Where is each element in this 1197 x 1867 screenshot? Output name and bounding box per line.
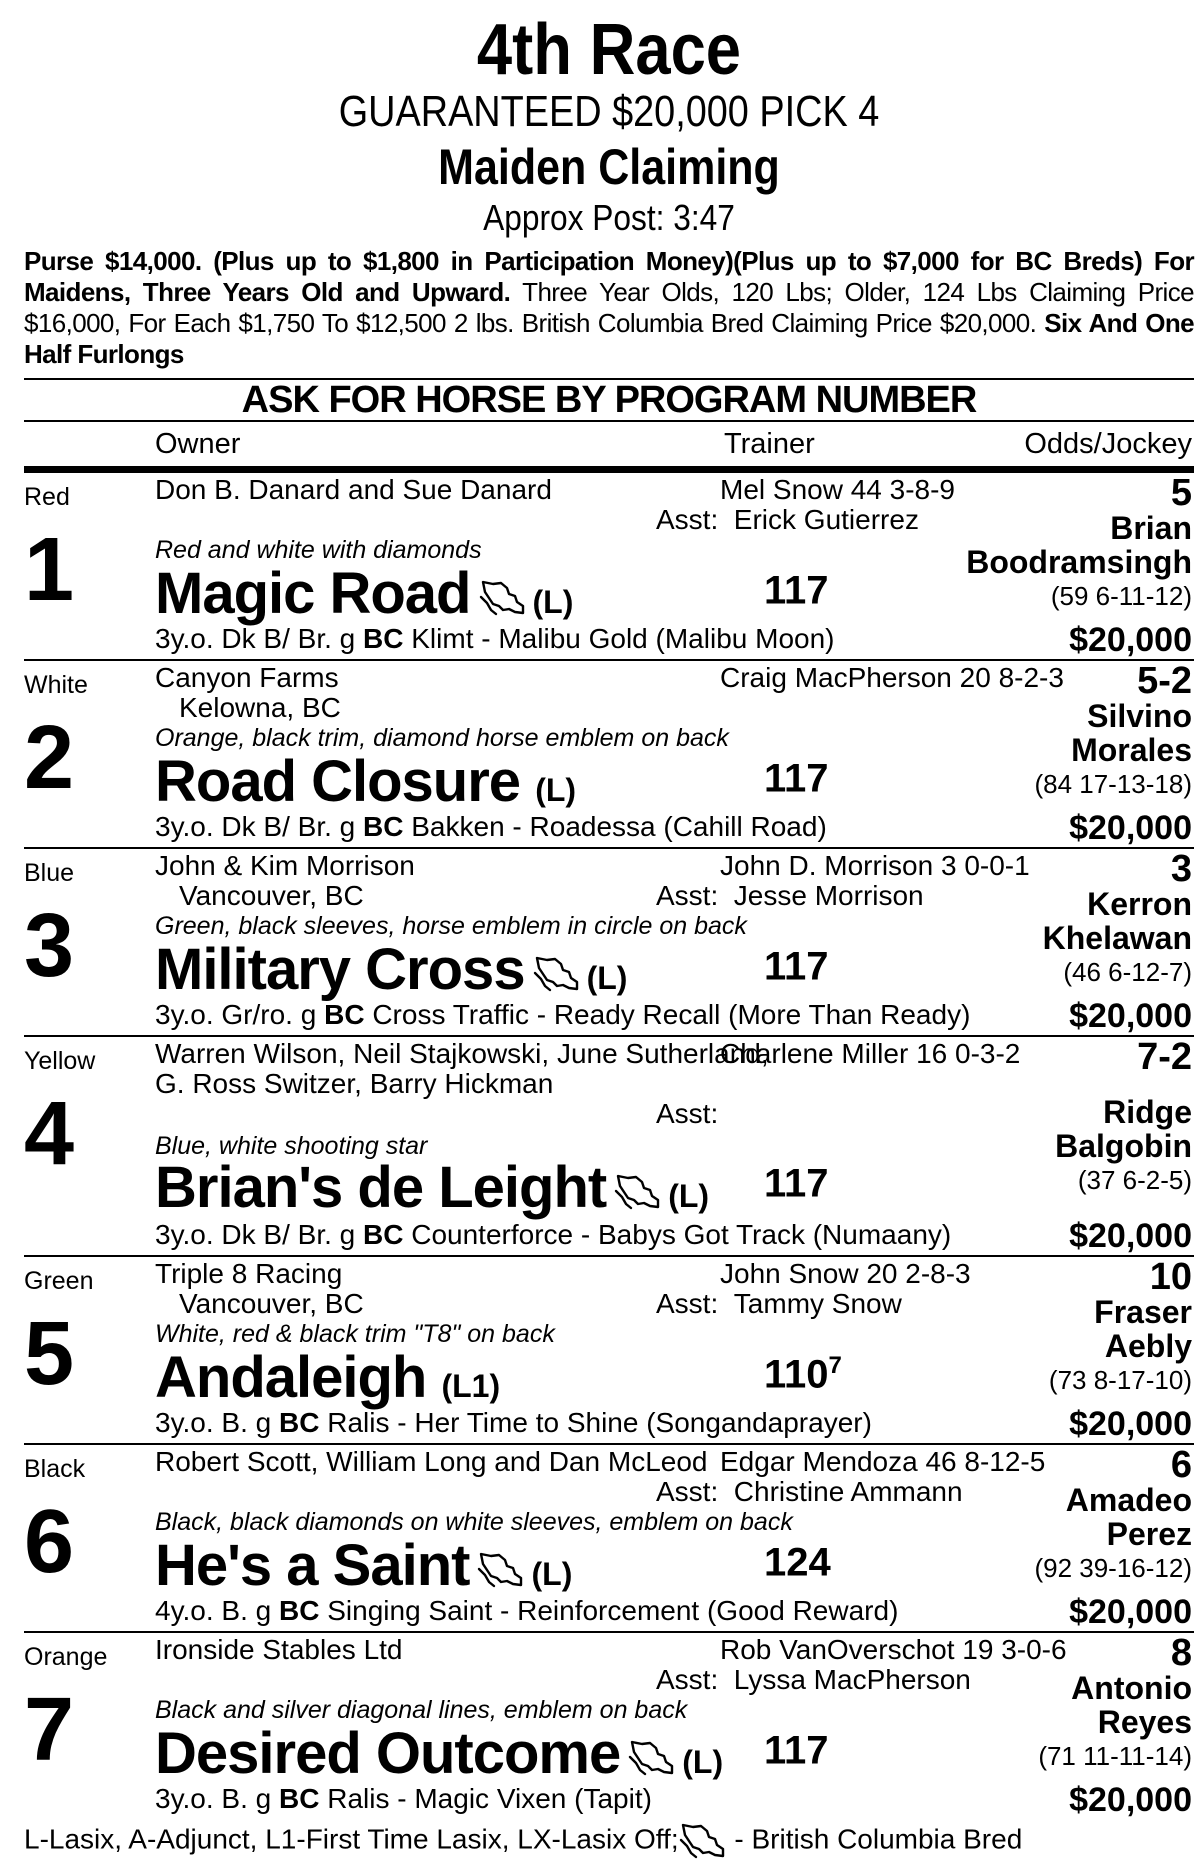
trainer-column-header: Trainer bbox=[724, 428, 815, 460]
claiming-price: $20,000 bbox=[1069, 1781, 1192, 1819]
bc-bred-icon bbox=[679, 1823, 727, 1854]
saddle-color: Orange bbox=[24, 1643, 108, 1671]
asst-label: Asst: bbox=[656, 504, 719, 535]
entry-4 bbox=[24, 1037, 1194, 1257]
bc-bred-icon bbox=[620, 1721, 682, 1786]
horse-name: Road Closure bbox=[155, 749, 521, 814]
asst-name: Christine Ammann bbox=[733, 1476, 963, 1507]
owner-name: Don B. Danard and Sue Danard bbox=[155, 474, 552, 505]
morning-line-odds: 8 bbox=[1170, 1632, 1192, 1674]
program-number: 7 bbox=[24, 1680, 75, 1780]
medication: (L) bbox=[668, 1178, 710, 1214]
medication: (L) bbox=[531, 1556, 573, 1592]
saddle-color: White bbox=[24, 671, 88, 699]
program-number: 3 bbox=[24, 896, 75, 996]
entry-7 bbox=[24, 1633, 1194, 1819]
age-sex: 4y.o. B. g bbox=[155, 1595, 279, 1626]
saddle-color: Yellow bbox=[24, 1047, 96, 1075]
saddle-color: Blue bbox=[24, 859, 75, 887]
trainer-info: John Snow 20 2-8-3 bbox=[720, 1258, 971, 1289]
program-number: 2 bbox=[24, 708, 75, 808]
silks-description: Blue, white shooting star bbox=[155, 1132, 428, 1160]
silks-description: Orange, black trim, diamond horse emblem on back bbox=[155, 724, 729, 752]
age-sex: 3y.o. B. g bbox=[155, 1407, 279, 1438]
medication-legend bbox=[24, 1822, 1022, 1860]
jockey-last: Morales bbox=[1071, 732, 1192, 768]
jockey-last: Reyes bbox=[1097, 1704, 1192, 1740]
assistant-trainer bbox=[656, 1665, 971, 1695]
claiming-price: $20,000 bbox=[1069, 1593, 1192, 1631]
jockey-name bbox=[1071, 1671, 1192, 1739]
bc-bred-icon bbox=[469, 1533, 531, 1598]
claiming-price: $20,000 bbox=[1069, 809, 1192, 847]
sire-dam: Singing Saint - Reinforcement (Good Reward) bbox=[319, 1595, 899, 1626]
owner-name-line2: G. Ross Switzer, Barry Hickman bbox=[155, 1068, 554, 1099]
trainer-info: Rob VanOverschot 19 3-0-6 bbox=[720, 1634, 1067, 1665]
jockey-record: (46 6-12-7) bbox=[1063, 957, 1192, 987]
morning-line-odds: 3 bbox=[1170, 848, 1192, 890]
jockey-first: Ridge bbox=[1103, 1094, 1192, 1130]
weight bbox=[764, 756, 829, 801]
medication: (L) bbox=[535, 772, 577, 808]
horse-name: Magic Road bbox=[155, 561, 471, 626]
sire-dam: Cross Traffic - Ready Recall (More Than Ready) bbox=[364, 999, 971, 1030]
jockey-last: Balgobin bbox=[1055, 1128, 1192, 1164]
jockey-name bbox=[1055, 1095, 1192, 1163]
jockey-name bbox=[1066, 1483, 1192, 1551]
silks-description: Black, black diamonds on white sleeves, emblem on back bbox=[155, 1508, 793, 1536]
medication: (L) bbox=[586, 960, 628, 996]
silks-description: White, red & black trim "T8" on back bbox=[155, 1320, 555, 1348]
odds-column-header: Odds/Jockey bbox=[1024, 428, 1192, 460]
pedigree bbox=[155, 1219, 951, 1251]
weight-value: 124 bbox=[764, 1540, 831, 1585]
pedigree bbox=[155, 1595, 898, 1627]
morning-line-odds: 5 bbox=[1170, 472, 1192, 514]
asst-name: Erick Gutierrez bbox=[733, 504, 919, 535]
jockey-first: Silvino bbox=[1087, 698, 1192, 734]
claiming-price: $20,000 bbox=[1069, 621, 1192, 659]
sire-dam: Bakken - Roadessa (Cahill Road) bbox=[403, 811, 827, 842]
saddle-color: Green bbox=[24, 1267, 94, 1295]
owner-location: Vancouver, BC bbox=[179, 1288, 364, 1319]
medication: (L) bbox=[532, 584, 574, 620]
jockey-name bbox=[1071, 699, 1192, 767]
race-title: 4th Race bbox=[476, 10, 742, 90]
claiming-price: $20,000 bbox=[1069, 1405, 1192, 1443]
age-sex: 3y.o. Dk B/ Br. g bbox=[155, 811, 364, 842]
asst-name: Jesse Morrison bbox=[733, 880, 924, 911]
weight bbox=[764, 1161, 829, 1206]
jockey-first: Brian bbox=[1110, 510, 1192, 546]
owner-name: Canyon Farms bbox=[155, 662, 339, 693]
silks-description: Green, black sleeves, horse emblem in circle on back bbox=[155, 912, 747, 940]
owner-name: Triple 8 Racing bbox=[155, 1258, 343, 1289]
silks-description: Black and silver diagonal lines, emblem on back bbox=[155, 1696, 688, 1724]
age-sex: 3y.o. Dk B/ Br. g bbox=[155, 1219, 364, 1250]
pedigree bbox=[155, 999, 970, 1031]
saddle-color: Red bbox=[24, 483, 70, 511]
entry-1 bbox=[24, 473, 1194, 661]
jockey-name bbox=[1094, 1295, 1192, 1363]
assistant-trainer bbox=[656, 1477, 963, 1507]
claiming-price: $20,000 bbox=[1069, 1217, 1192, 1255]
conditions-details: Three Year Olds, 120 Lbs; Older, 124 Lbs Claiming Price $16,000, For Each $1,750 To $12,500 2 lbs. British Columbia Bred Claiming Price $20,000. bbox=[24, 277, 1194, 338]
horse-name: Andaleigh bbox=[155, 1345, 427, 1410]
age-sex: 3y.o. Dk B/ Br. g bbox=[155, 623, 364, 654]
jockey-record: (92 39-16-12) bbox=[1034, 1553, 1192, 1583]
post-time: Approx Post: 3:47 bbox=[483, 197, 735, 238]
race-conditions bbox=[24, 246, 1194, 370]
bc-marker: BC bbox=[279, 1407, 320, 1438]
program-number: 5 bbox=[24, 1304, 75, 1404]
assistant-trainer bbox=[656, 1099, 734, 1129]
sire-dam: Klimt - Malibu Gold (Malibu Moon) bbox=[403, 623, 835, 654]
jockey-record: (71 11-11-14) bbox=[1038, 1741, 1192, 1771]
jockey-record: (73 8-17-10) bbox=[1048, 1365, 1192, 1395]
weight bbox=[764, 1540, 831, 1585]
jockey-last: Aebly bbox=[1104, 1328, 1192, 1364]
jockey-last: Boodramsingh bbox=[966, 544, 1192, 580]
weight-value: 117 bbox=[764, 568, 829, 613]
entry-6 bbox=[24, 1445, 1194, 1633]
asst-label: Asst: bbox=[656, 1664, 719, 1695]
asst-name: Tammy Snow bbox=[733, 1288, 902, 1319]
entry-2 bbox=[24, 661, 1194, 849]
program-number: 4 bbox=[24, 1084, 75, 1184]
weight bbox=[764, 1728, 829, 1773]
bc-bred-icon bbox=[471, 561, 533, 626]
race-subtitle: GUARANTEED $20,000 PICK 4 bbox=[338, 87, 880, 136]
weight-value: 117 bbox=[764, 756, 829, 801]
jockey-last: Khelawan bbox=[1042, 920, 1192, 956]
ask-banner: ASK FOR HORSE BY PROGRAM NUMBER bbox=[24, 378, 1194, 422]
morning-line-odds: 6 bbox=[1170, 1444, 1192, 1486]
owner-name: John & Kim Morrison bbox=[155, 850, 415, 881]
trainer-info: John D. Morrison 3 0-0-1 bbox=[720, 850, 1030, 881]
bc-marker: BC bbox=[363, 1219, 404, 1250]
medication: (L) bbox=[682, 1744, 724, 1780]
owner-location: Vancouver, BC bbox=[179, 880, 364, 911]
trainer-info: Edgar Mendoza 46 8-12-5 bbox=[720, 1446, 1046, 1477]
weight bbox=[764, 568, 829, 613]
entry-3 bbox=[24, 849, 1194, 1037]
horse-name: He's a Saint bbox=[155, 1533, 470, 1598]
morning-line-odds: 10 bbox=[1149, 1256, 1192, 1298]
jockey-first: Kerron bbox=[1087, 886, 1192, 922]
jockey-first: Antonio bbox=[1071, 1670, 1192, 1706]
horse-name: Desired Outcome bbox=[155, 1721, 621, 1786]
owner-column-header: Owner bbox=[155, 428, 241, 460]
race-program-page bbox=[24, 0, 1194, 1819]
assistant-trainer bbox=[656, 505, 919, 535]
bc-marker: BC bbox=[363, 623, 404, 654]
jockey-last: Perez bbox=[1106, 1516, 1192, 1552]
column-header bbox=[24, 422, 1194, 466]
asst-label: Asst: bbox=[656, 1098, 719, 1129]
pedigree bbox=[155, 1407, 872, 1439]
pedigree bbox=[155, 1783, 652, 1815]
trainer-info: Charlene Miller 16 0-3-2 bbox=[720, 1038, 1021, 1069]
bc-bred-icon bbox=[606, 1155, 668, 1220]
weight bbox=[764, 944, 829, 989]
trainer-info: Craig MacPherson 20 8-2-3 bbox=[720, 662, 1064, 693]
silks-description: Red and white with diamonds bbox=[155, 536, 482, 564]
asst-label: Asst: bbox=[656, 1288, 719, 1319]
bc-marker: BC bbox=[324, 999, 365, 1030]
pedigree bbox=[155, 811, 827, 843]
owner-name: Warren Wilson, Neil Stajkowski, June Sutherland, bbox=[155, 1038, 769, 1069]
asst-label: Asst: bbox=[656, 880, 719, 911]
bc-bred-icon bbox=[525, 937, 587, 1002]
jockey-record: (37 6-2-5) bbox=[1077, 1165, 1192, 1195]
race-header bbox=[24, 10, 1194, 238]
sire-dam: Ralis - Magic Vixen (Tapit) bbox=[319, 1783, 652, 1814]
medication: (L1) bbox=[441, 1368, 501, 1404]
claiming-price: $20,000 bbox=[1069, 997, 1192, 1035]
weight-value: 110 bbox=[764, 1352, 829, 1397]
horse-name: Military Cross bbox=[155, 937, 525, 1002]
owner-name: Robert Scott, William Long and Dan McLeod bbox=[155, 1446, 708, 1477]
sire-dam: Counterforce - Babys Got Track (Numaany) bbox=[403, 1219, 952, 1250]
morning-line-odds: 7-2 bbox=[1137, 1036, 1192, 1078]
pedigree bbox=[155, 623, 835, 655]
conditions-purse: Purse $14,000. (Plus up to $1,800 in Participation Money)(Plus up to $7,000 for BC Breds) For Maidens, Three Years Old and Upward. bbox=[24, 246, 1194, 307]
jockey-record: (84 17-13-18) bbox=[1034, 769, 1192, 799]
bc-marker: BC bbox=[279, 1783, 320, 1814]
age-sex: 3y.o. Gr/ro. g bbox=[155, 999, 325, 1030]
program-number: 1 bbox=[24, 520, 75, 620]
horse-name: Brian's de Leight bbox=[155, 1155, 607, 1220]
weight-allowance: 7 bbox=[828, 1352, 842, 1379]
assistant-trainer bbox=[656, 1289, 902, 1319]
morning-line-odds: 5-2 bbox=[1137, 660, 1192, 702]
weight-value: 117 bbox=[764, 1728, 829, 1773]
assistant-trainer bbox=[656, 881, 924, 911]
entries-list bbox=[24, 473, 1194, 1819]
age-sex: 3y.o. B. g bbox=[155, 1783, 279, 1814]
legend-bc-text: - British Columbia Bred bbox=[726, 1823, 1023, 1855]
conditions-distance: Six And One Half Furlongs bbox=[24, 308, 1194, 369]
asst-label: Asst: bbox=[656, 1476, 719, 1507]
header-rule bbox=[24, 466, 1194, 473]
jockey-first: Amadeo bbox=[1065, 1482, 1192, 1518]
weight-value: 117 bbox=[764, 1161, 829, 1206]
owner-name: Ironside Stables Ltd bbox=[155, 1634, 403, 1665]
jockey-name bbox=[966, 511, 1192, 579]
saddle-color: Black bbox=[24, 1455, 86, 1483]
trainer-info: Mel Snow 44 3-8-9 bbox=[720, 474, 956, 505]
entry-5 bbox=[24, 1257, 1194, 1445]
horse-name-line bbox=[155, 1157, 709, 1227]
jockey-first: Fraser bbox=[1094, 1294, 1192, 1330]
weight bbox=[764, 1352, 842, 1397]
sire-dam: Ralis - Her Time to Shine (Songandaprayer) bbox=[319, 1407, 872, 1438]
bc-marker: BC bbox=[363, 811, 404, 842]
race-type: Maiden Claiming bbox=[438, 139, 780, 195]
legend-text: L-Lasix, A-Adjunct, L1-First Time Lasix, LX-Lasix Off; bbox=[24, 1823, 679, 1855]
bc-marker: BC bbox=[279, 1595, 320, 1626]
jockey-record: (59 6-11-12) bbox=[1050, 581, 1192, 611]
weight-value: 117 bbox=[764, 944, 829, 989]
owner-location: Kelowna, BC bbox=[179, 692, 341, 723]
asst-name: Lyssa MacPherson bbox=[733, 1664, 971, 1695]
jockey-name bbox=[1043, 887, 1192, 955]
program-number: 6 bbox=[24, 1492, 75, 1592]
